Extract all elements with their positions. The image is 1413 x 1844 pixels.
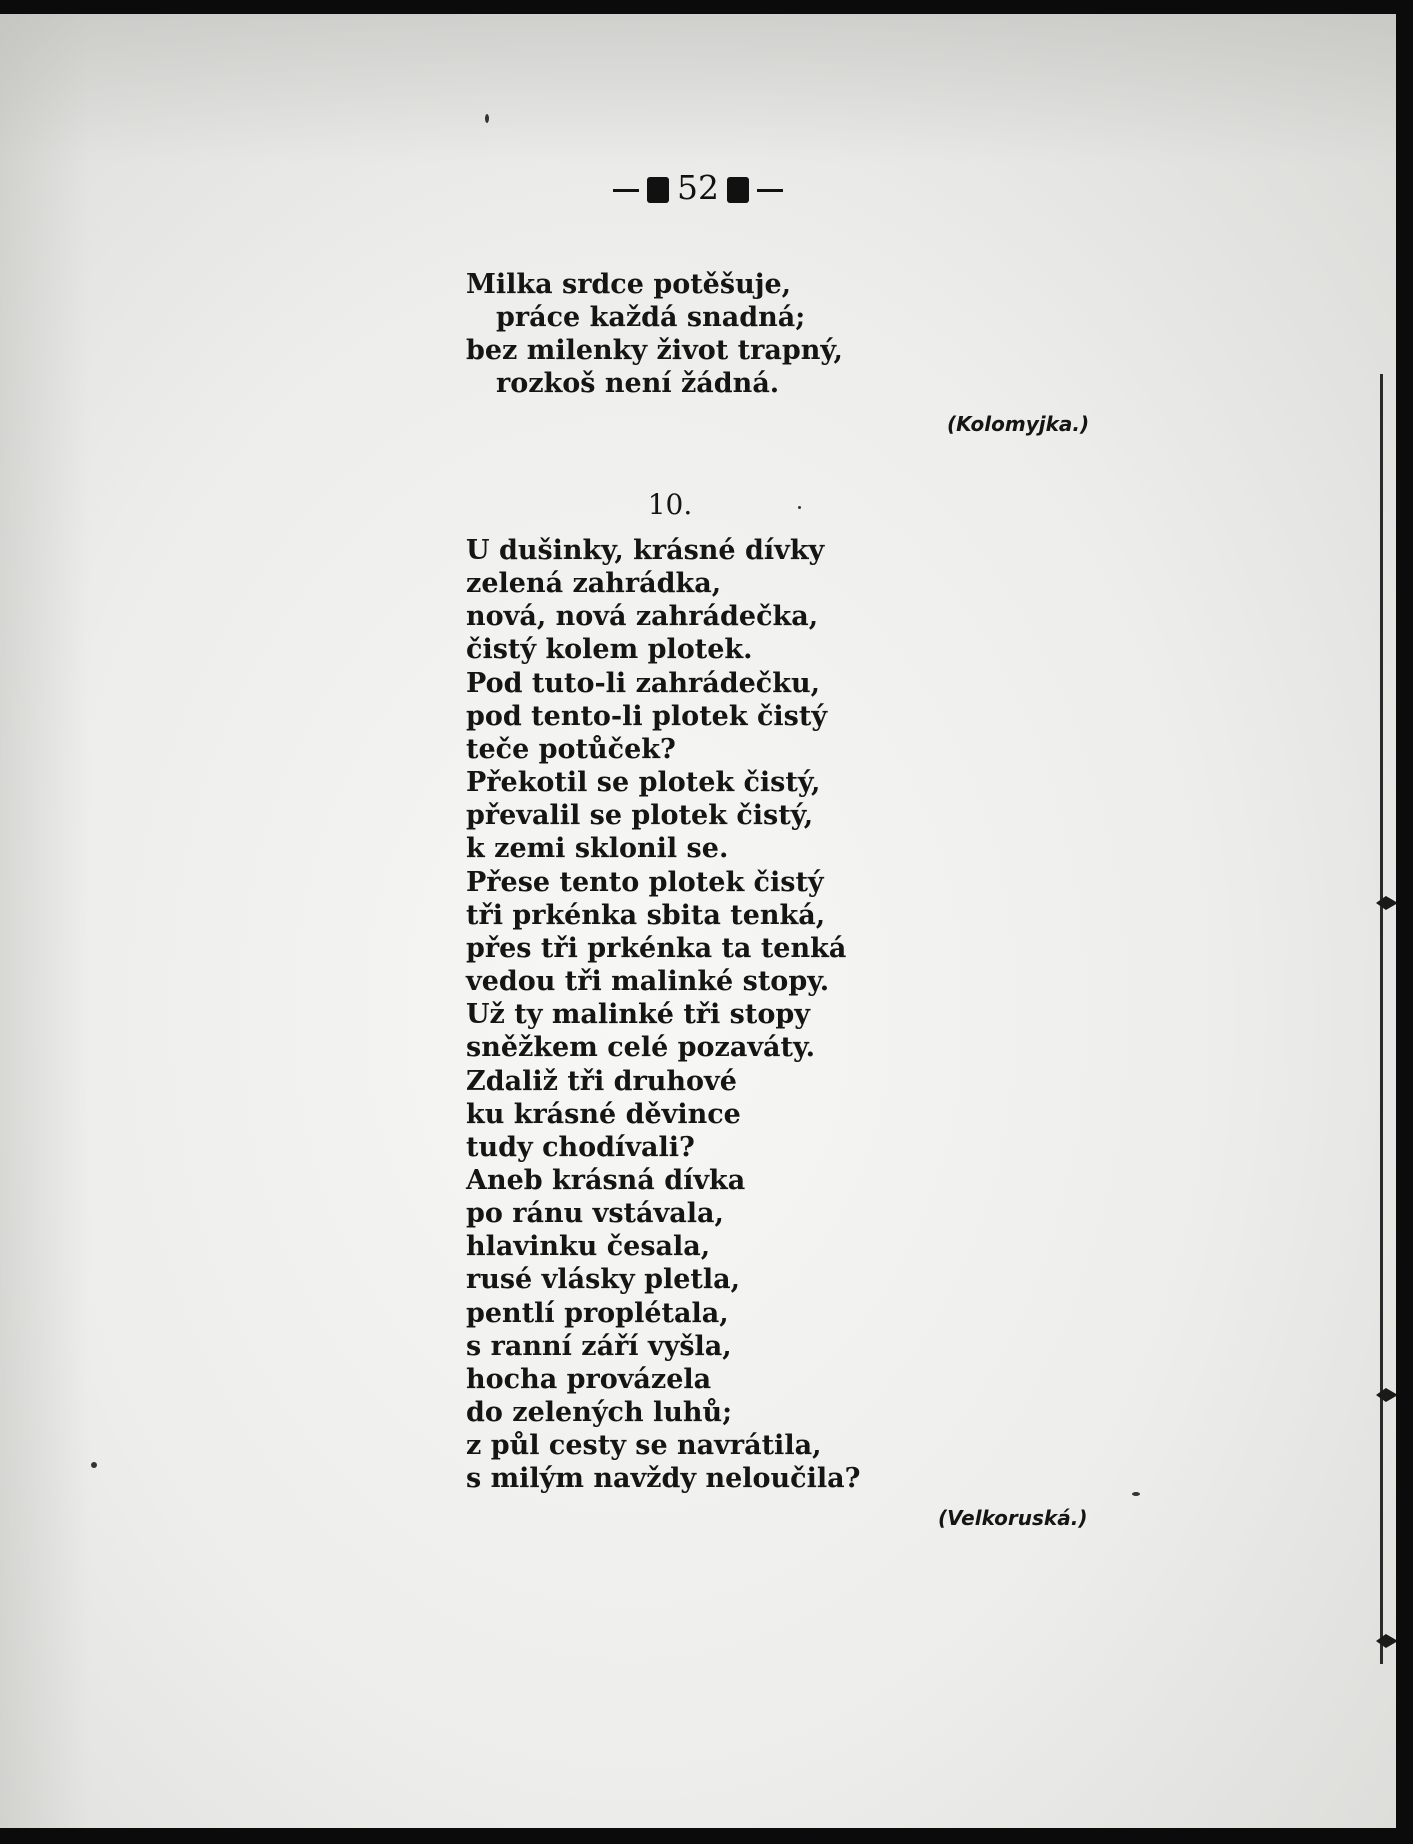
poem-line: do zelených luhů;	[466, 1397, 733, 1429]
poem-line: hocha provázela	[466, 1363, 712, 1395]
poem-line: teče potůček?	[466, 733, 676, 765]
poem-line: s milým navždy neloučila?	[466, 1463, 861, 1495]
poem-line: zelená zahrádka,	[466, 568, 722, 600]
poem-body	[466, 534, 860, 1496]
header-rule-right	[757, 189, 783, 192]
poem-line: ku krásné děvince	[466, 1098, 741, 1130]
poem-line: Už ty malinké tři stopy	[466, 999, 810, 1031]
poem-line: z půl cesty se navrátila,	[466, 1430, 822, 1462]
header-rule-left	[613, 189, 639, 192]
page-number-header	[0, 168, 1396, 207]
stanza-line: práce každá snadná;	[496, 302, 806, 333]
poem-line: Zdaliž tři druhové	[466, 1065, 737, 1097]
poem-line: tudy chodívali?	[466, 1131, 695, 1163]
poem-line: Aneb krásná dívka	[466, 1164, 746, 1196]
ornament-left-icon	[647, 177, 669, 203]
page-edge-binding	[1380, 374, 1396, 1664]
poem-line: sněžkem celé pozaváty.	[466, 1032, 816, 1064]
poem-line: po ránu vstávala,	[466, 1198, 724, 1230]
opening-stanza	[466, 268, 843, 400]
poem-line: pod tento-li plotek čistý	[466, 700, 828, 732]
source-attribution: (Kolomyjka.)	[947, 412, 1090, 436]
poem-line: s ranní září vyšla,	[466, 1330, 732, 1362]
paper-speck	[1132, 1492, 1140, 1496]
poem-line: nová, nová zahrádečka,	[466, 601, 819, 633]
poem-line: pentlí proplétala,	[466, 1297, 729, 1329]
poem-line: rusé vlásky pletla,	[466, 1264, 741, 1296]
stanza-line: rozkoš není žádná.	[496, 368, 780, 399]
poem-line: přes tři prkénka ta tenká	[466, 932, 847, 964]
stanza-line: bez milenky život trapný,	[466, 335, 843, 366]
source-attribution: (Velkoruská.)	[938, 1506, 1088, 1530]
poem-line: U dušinky, krásné dívky	[466, 535, 825, 566]
book-page	[0, 14, 1396, 1828]
paper-speck	[485, 114, 489, 123]
poem-line: k zemi sklonil se.	[466, 833, 729, 865]
stanza-line: Milka srdce potěšuje,	[466, 269, 792, 300]
poem-line: Přese tento plotek čistý	[466, 866, 824, 898]
poem-line: vedou tři malinké stopy.	[466, 966, 830, 998]
poem-line: Překotil se plotek čistý,	[466, 767, 821, 799]
paper-speck	[91, 1462, 97, 1468]
poem-line: převalil se plotek čistý,	[466, 800, 814, 832]
poem-line: čistý kolem plotek.	[466, 634, 753, 666]
section-number: 10.	[647, 488, 693, 521]
ornament-right-icon	[727, 177, 749, 203]
poem-line: tři prkénka sbita tenká,	[466, 899, 826, 931]
page-number: 52	[677, 168, 719, 207]
poem-line: Pod tuto-li zahrádečku,	[466, 667, 820, 699]
poem-line: hlavinku česala,	[466, 1231, 711, 1263]
